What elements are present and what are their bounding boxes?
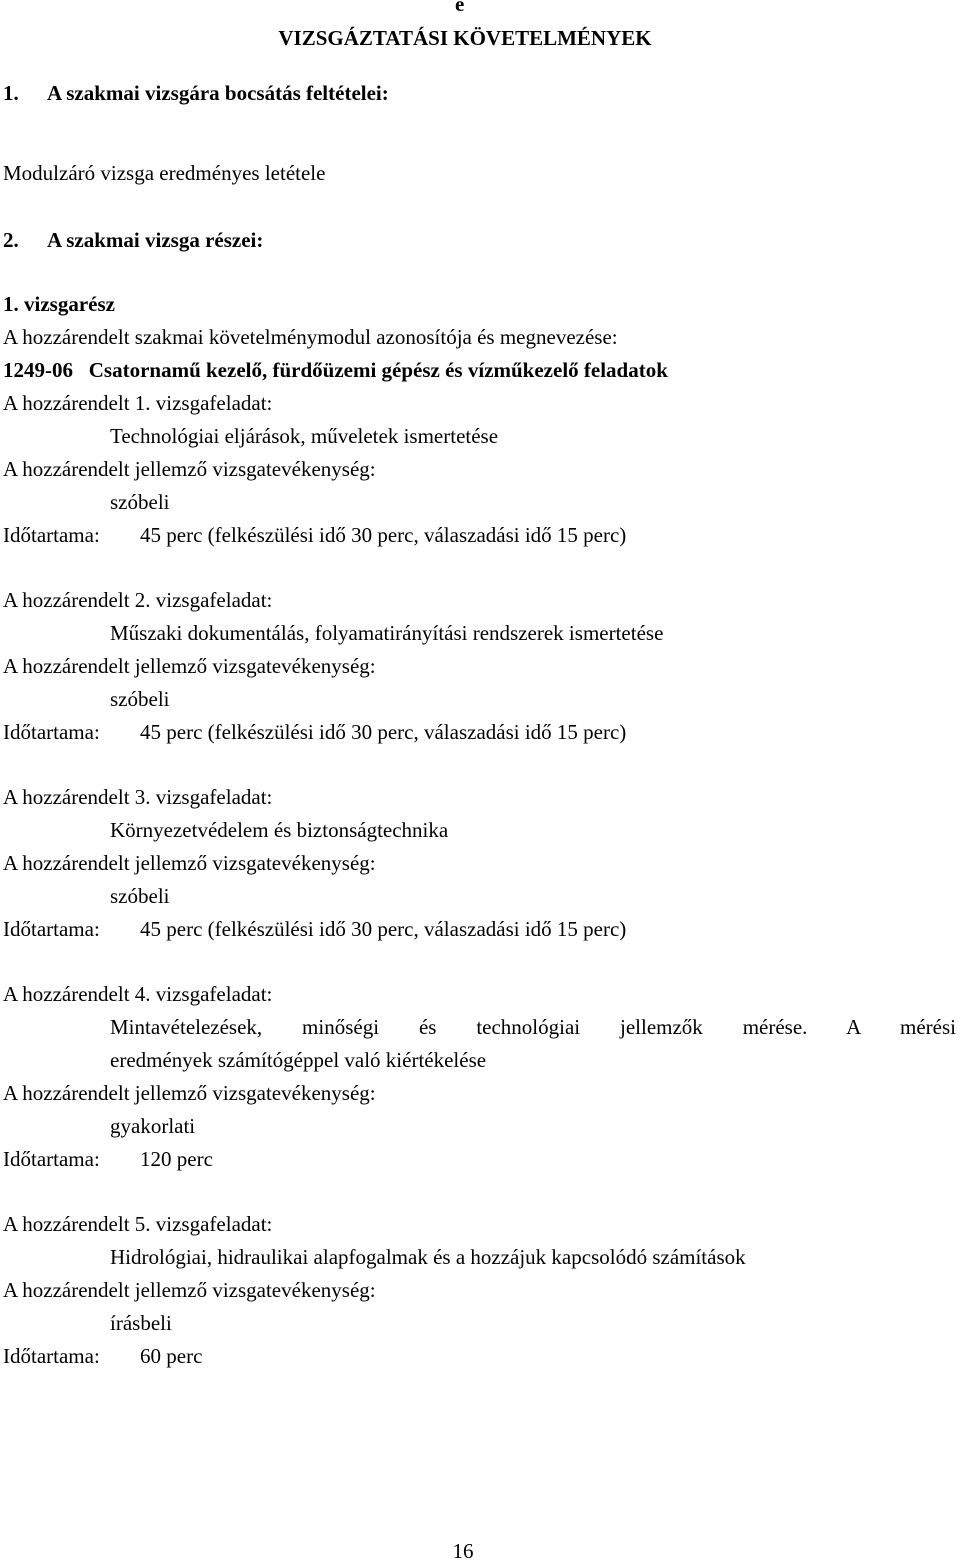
task-3-label: A hozzárendelt 3. vizsgafeladat: bbox=[3, 785, 273, 809]
module-code: 1249-06 bbox=[3, 358, 73, 382]
section-2-title: A szakmai vizsga részei: bbox=[47, 228, 264, 252]
page-title: VIZSGÁZTATÁSI KÖVETELMÉNYEK bbox=[278, 26, 652, 50]
task-3-duration: 45 perc (felkészülési idő 30 perc, válaszadási idő 15 perc) bbox=[140, 917, 627, 941]
task-1-activity: szóbeli bbox=[110, 490, 170, 514]
task-1-name: Technológiai eljárások, műveletek ismertetése bbox=[110, 424, 499, 448]
module-name: Csatornamű kezelő, fürdőüzemi gépész és vízműkezelő feladatok bbox=[88, 358, 668, 382]
task-3-duration-row bbox=[3, 913, 626, 946]
task-5-duration-label: Időtartama: bbox=[3, 1344, 100, 1368]
part-title: 1. vizsgarész bbox=[3, 292, 115, 316]
task-5-duration: 60 perc bbox=[140, 1344, 203, 1368]
task-2-label: A hozzárendelt 2. vizsgafeladat: bbox=[3, 588, 273, 612]
task-4-name-line-2: eredmények számítógéppel való kiértékelése bbox=[110, 1048, 487, 1072]
task-5-duration-row bbox=[3, 1340, 202, 1373]
page-number: 16 bbox=[452, 1539, 474, 1563]
header-fragment: e bbox=[455, 0, 465, 16]
task-2-duration-row bbox=[3, 716, 626, 749]
task-2-name: Műszaki dokumentálás, folyamatirányítási rendszerek ismertetése bbox=[110, 621, 664, 645]
task-1-duration-row bbox=[3, 519, 626, 552]
task-3-activity-label: A hozzárendelt jellemző vizsgatevékenység: bbox=[3, 851, 376, 875]
section-1-text: Modulzáró vizsga eredményes letétele bbox=[3, 161, 326, 185]
task-4-duration-label: Időtartama: bbox=[3, 1147, 100, 1171]
task-2-activity: szóbeli bbox=[110, 687, 170, 711]
section-1-number: 1. bbox=[3, 81, 19, 105]
task-5-activity: írásbeli bbox=[110, 1311, 172, 1335]
section-2-number: 2. bbox=[3, 228, 19, 252]
task-4-name-line-1: Mintavételezések, minőségi és technológiai jellemzők mérése. A mérési bbox=[110, 1015, 956, 1039]
task-5-label: A hozzárendelt 5. vizsgafeladat: bbox=[3, 1212, 273, 1236]
task-3-name: Környezetvédelem és biztonságtechnika bbox=[110, 818, 449, 842]
task-4-duration: 120 perc bbox=[140, 1147, 213, 1171]
task-4-activity-label: A hozzárendelt jellemző vizsgatevékenység: bbox=[3, 1081, 376, 1105]
task-2-duration: 45 perc (felkészülési idő 30 perc, válaszadási idő 15 perc) bbox=[140, 720, 627, 744]
section-1-heading bbox=[3, 77, 389, 110]
module-label: A hozzárendelt szakmai követelménymodul azonosítója és megnevezése: bbox=[3, 325, 618, 349]
task-2-activity-label: A hozzárendelt jellemző vizsgatevékenység: bbox=[3, 654, 376, 678]
task-4-activity: gyakorlati bbox=[110, 1114, 196, 1138]
task-3-activity: szóbeli bbox=[110, 884, 170, 908]
section-2-heading bbox=[3, 224, 263, 257]
module-heading bbox=[3, 354, 668, 387]
task-1-activity-label: A hozzárendelt jellemző vizsgatevékenység: bbox=[3, 457, 376, 481]
task-1-duration: 45 perc (felkészülési idő 30 perc, válaszadási idő 15 perc) bbox=[140, 523, 627, 547]
task-3-duration-label: Időtartama: bbox=[3, 917, 100, 941]
task-4-label: A hozzárendelt 4. vizsgafeladat: bbox=[3, 982, 273, 1006]
task-1-label: A hozzárendelt 1. vizsgafeladat: bbox=[3, 391, 273, 415]
task-5-name: Hidrológiai, hidraulikai alapfogalmak és a hozzájuk kapcsolódó számítások bbox=[110, 1245, 746, 1269]
task-4-duration-row bbox=[3, 1143, 213, 1176]
task-2-duration-label: Időtartama: bbox=[3, 720, 100, 744]
task-5-activity-label: A hozzárendelt jellemző vizsgatevékenység: bbox=[3, 1278, 376, 1302]
task-1-duration-label: Időtartama: bbox=[3, 523, 100, 547]
section-1-title: A szakmai vizsgára bocsátás feltételei: bbox=[47, 81, 389, 105]
